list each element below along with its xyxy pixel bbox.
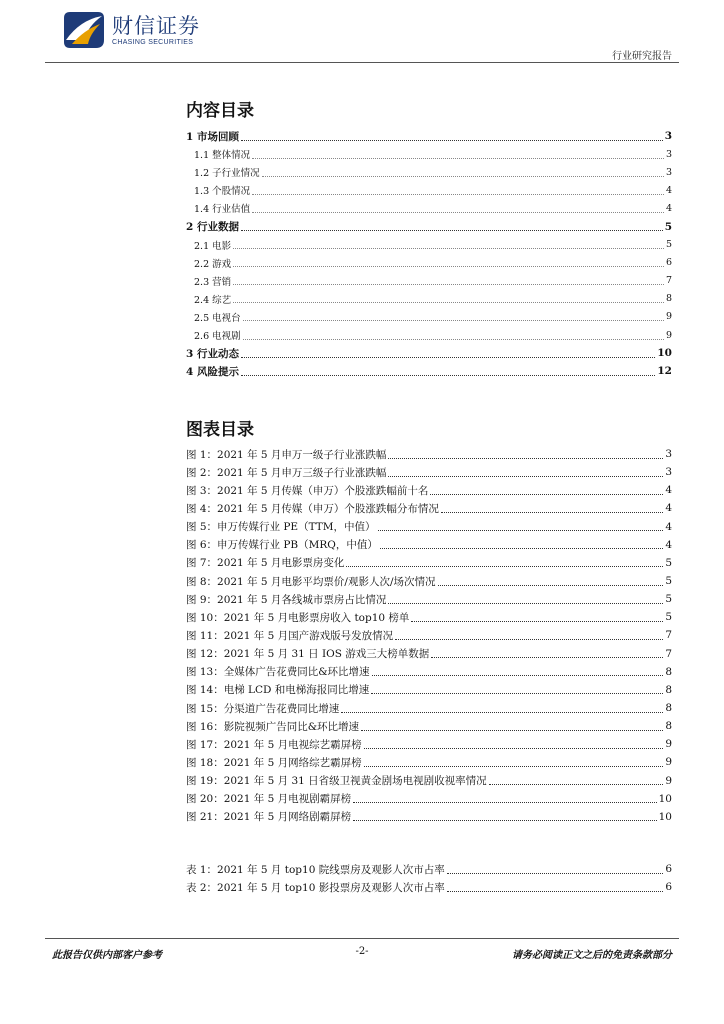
figure-entry-title: 图 3：2021 年 5 月传媒（申万）个股涨跌幅前十名 xyxy=(186,484,429,497)
toc-entry-page: 10 xyxy=(657,347,672,360)
figure-entry-page: 8 xyxy=(665,702,672,715)
toc-entry-title: 2.1 电影 xyxy=(194,240,232,252)
figure-entry-page: 4 xyxy=(665,520,672,533)
toc-entry-page: 4 xyxy=(665,202,672,214)
figure-entry[interactable] xyxy=(186,808,672,826)
header-divider xyxy=(45,62,679,63)
toc-list xyxy=(186,127,672,380)
figure-entry[interactable] xyxy=(186,481,672,499)
company-logo-icon xyxy=(60,10,106,50)
toc-entry[interactable] xyxy=(186,362,672,380)
figure-entry[interactable] xyxy=(186,536,672,554)
figure-entry[interactable] xyxy=(186,554,672,572)
company-logo xyxy=(60,10,200,50)
dot-leader xyxy=(252,158,664,159)
figure-entry-title: 图 20：2021 年 5 月电视剧霸屏榜 xyxy=(186,793,352,806)
figure-entry-title: 图 9：2021 年 5 月各线城市票房占比情况 xyxy=(186,593,387,606)
toc-entry-title: 4 风险提示 xyxy=(186,365,239,378)
table-entry[interactable] xyxy=(186,860,672,878)
toc-entry[interactable] xyxy=(186,236,672,254)
dot-leader xyxy=(243,339,664,340)
figure-entry[interactable] xyxy=(186,753,672,771)
toc-entry[interactable] xyxy=(186,145,672,163)
dot-leader xyxy=(395,639,663,640)
toc-entry[interactable] xyxy=(186,272,672,290)
figure-entry-title: 图 4：2021 年 5 月传媒（申万）个股涨跌幅分布情况 xyxy=(186,502,439,515)
dot-leader xyxy=(364,766,664,767)
table-entry-title: 表 2：2021 年 5 月 top10 影投票房及观影人次市占率 xyxy=(186,881,445,894)
dot-leader xyxy=(430,494,663,495)
toc-entry[interactable] xyxy=(186,217,672,235)
figure-entry-page: 3 xyxy=(665,448,672,461)
figure-entry-page: 8 xyxy=(665,665,672,678)
dot-leader xyxy=(447,873,664,874)
figure-entry-title: 图 21：2021 年 5 月网络剧霸屏榜 xyxy=(186,811,352,824)
toc-entry-title: 3 行业动态 xyxy=(186,347,239,360)
figure-entry-title: 图 18：2021 年 5 月网络综艺霸屏榜 xyxy=(186,756,362,769)
toc-entry-page: 5 xyxy=(664,220,672,233)
footer-disclaimer: 此报告仅供内部客户参考 xyxy=(52,950,162,961)
toc-entry[interactable] xyxy=(186,127,672,145)
dot-leader xyxy=(431,657,663,658)
logo-english-name: CHASING SECURITIES xyxy=(112,38,194,46)
page-number: -2- xyxy=(355,946,369,957)
figure-entry-title: 图 19：2021 年 5 月 31 日省级卫视黄金剧场电视剧收视率情况 xyxy=(186,775,487,788)
toc-entry-title: 2 行业数据 xyxy=(186,221,239,234)
toc-entry-page: 9 xyxy=(665,311,672,323)
toc-entry-title: 1.3 个股情况 xyxy=(194,186,251,198)
figure-entry-title: 图 2：2021 年 5 月申万三级子行业涨跌幅 xyxy=(186,466,387,479)
dot-leader xyxy=(371,693,663,694)
table-entry-page: 6 xyxy=(665,881,672,894)
toc-entry-page: 7 xyxy=(665,275,672,287)
dot-leader xyxy=(241,230,663,231)
dot-leader xyxy=(372,675,664,676)
figures-title: 图表目录 xyxy=(186,420,254,440)
logo-chinese-name: 财信证券 xyxy=(112,13,200,38)
figure-entry-title: 图 7：2021 年 5 月电影票房变化 xyxy=(186,557,345,570)
toc-entry-page: 4 xyxy=(665,184,672,196)
figure-entry[interactable] xyxy=(186,608,672,626)
figure-entry-title: 图 14：电梯 LCD 和电梯海报同比增速 xyxy=(186,684,370,697)
dot-leader xyxy=(411,621,663,622)
dot-leader xyxy=(243,320,664,321)
dot-leader xyxy=(341,712,663,713)
figures-list xyxy=(186,445,672,826)
dot-leader xyxy=(438,585,664,586)
toc-entry-title: 1.2 子行业情况 xyxy=(194,168,260,180)
figure-entry-page: 4 xyxy=(665,538,672,551)
dot-leader xyxy=(252,212,664,213)
figure-entry[interactable] xyxy=(186,645,672,663)
dot-leader xyxy=(241,357,655,358)
toc-entry[interactable] xyxy=(186,199,672,217)
figure-entry-title: 图 5：申万传媒行业 PE（TTM，中值） xyxy=(186,521,376,534)
dot-leader xyxy=(241,375,655,376)
dot-leader xyxy=(378,530,664,531)
tables-list xyxy=(186,860,672,896)
toc-entry[interactable] xyxy=(186,326,672,344)
dot-leader xyxy=(388,476,663,477)
table-entry[interactable] xyxy=(186,878,672,896)
figure-entry[interactable] xyxy=(186,735,672,753)
table-entry-title: 表 1：2021 年 5 月 top10 院线票房及观影人次市占率 xyxy=(186,863,445,876)
dot-leader xyxy=(353,820,657,821)
figure-entry[interactable] xyxy=(186,663,672,681)
figure-entry-title: 图 10：2021 年 5 月电影票房收入 top10 榜单 xyxy=(186,611,410,624)
figure-entry-title: 图 6：申万传媒行业 PB（MRQ，中值） xyxy=(186,539,378,552)
figure-entry-page: 7 xyxy=(665,629,672,642)
toc-entry-page: 3 xyxy=(664,130,672,143)
dot-leader xyxy=(388,458,663,459)
dot-leader xyxy=(233,302,664,303)
toc-entry-title: 1.4 行业估值 xyxy=(194,204,251,216)
figure-entry-page: 5 xyxy=(665,575,672,588)
dot-leader xyxy=(441,512,663,513)
figure-entry-page: 4 xyxy=(665,484,672,497)
figure-entry-page: 4 xyxy=(665,502,672,515)
figure-entry[interactable] xyxy=(186,590,672,608)
figure-entry[interactable] xyxy=(186,572,672,590)
toc-entry[interactable] xyxy=(186,163,672,181)
dot-leader xyxy=(364,748,664,749)
toc-entry[interactable] xyxy=(186,181,672,199)
dot-leader xyxy=(241,140,663,141)
dot-leader xyxy=(233,266,664,267)
figure-entry[interactable] xyxy=(186,699,672,717)
figure-entry-page: 9 xyxy=(665,756,672,769)
toc-entry-title: 2.6 电视剧 xyxy=(194,331,241,343)
toc-entry-page: 6 xyxy=(665,257,672,269)
table-entry-page: 6 xyxy=(665,863,672,876)
toc-entry[interactable] xyxy=(186,344,672,362)
figure-entry-title: 图 16：影院视频广告同比&环比增速 xyxy=(186,720,360,733)
figure-entry-page: 5 xyxy=(665,556,672,569)
toc-entry-page: 5 xyxy=(665,239,672,251)
figure-entry[interactable] xyxy=(186,626,672,644)
figure-entry-page: 3 xyxy=(665,466,672,479)
toc-entry-page: 9 xyxy=(665,329,672,341)
dot-leader xyxy=(353,802,657,803)
dot-leader xyxy=(361,730,663,731)
toc-entry-title: 2.4 综艺 xyxy=(194,294,232,306)
figure-entry-page: 8 xyxy=(665,720,672,733)
figure-entry-title: 图 12：2021 年 5 月 31 日 IOS 游戏三大榜单数据 xyxy=(186,648,430,661)
figure-entry[interactable] xyxy=(186,499,672,517)
footer-notice: 请务必阅读正文之后的免责条款部分 xyxy=(512,950,672,961)
report-type: 行业研究报告 xyxy=(612,51,672,62)
figure-entry-page: 10 xyxy=(658,792,672,805)
dot-leader xyxy=(252,194,664,195)
figure-entry-title: 图 13：全媒体广告花费同比&环比增速 xyxy=(186,666,370,679)
footer-divider xyxy=(45,938,679,939)
toc-entry-title: 1.1 整体情况 xyxy=(194,150,251,162)
toc-entry[interactable] xyxy=(186,308,672,326)
dot-leader xyxy=(489,784,664,785)
dot-leader xyxy=(233,284,664,285)
dot-leader xyxy=(346,566,663,567)
figure-entry[interactable] xyxy=(186,681,672,699)
dot-leader xyxy=(262,176,664,177)
figure-entry[interactable] xyxy=(186,790,672,808)
toc-entry-title: 2.3 营销 xyxy=(194,276,232,288)
toc-entry-title: 2.5 电视台 xyxy=(194,312,241,324)
dot-leader xyxy=(388,603,663,604)
toc-entry-page: 8 xyxy=(665,293,672,305)
figure-entry[interactable] xyxy=(186,518,672,536)
figure-entry-page: 7 xyxy=(665,647,672,660)
toc-entry[interactable] xyxy=(186,290,672,308)
dot-leader xyxy=(447,891,664,892)
figure-entry[interactable] xyxy=(186,463,672,481)
figure-entry-title: 图 1：2021 年 5 月申万一级子行业涨跌幅 xyxy=(186,448,387,461)
dot-leader xyxy=(380,548,663,549)
toc-entry-page: 12 xyxy=(657,365,672,378)
toc-entry-title: 1 市场回顾 xyxy=(186,130,239,143)
figure-entry-page: 9 xyxy=(665,774,672,787)
dot-leader xyxy=(233,248,664,249)
figure-entry-page: 5 xyxy=(665,593,672,606)
figure-entry-title: 图 17：2021 年 5 月电视综艺霸屏榜 xyxy=(186,738,362,751)
figure-entry-title: 图 15：分渠道广告花费同比增速 xyxy=(186,702,340,715)
figure-entry-page: 8 xyxy=(665,683,672,696)
figure-entry-page: 10 xyxy=(658,810,672,823)
figure-entry-page: 5 xyxy=(665,611,672,624)
toc-entry-page: 3 xyxy=(665,148,672,160)
figure-entry-page: 9 xyxy=(665,738,672,751)
toc-entry-title: 2.2 游戏 xyxy=(194,258,232,270)
toc-title: 内容目录 xyxy=(186,101,254,121)
figure-entry[interactable] xyxy=(186,717,672,735)
figure-entry-title: 图 11：2021 年 5 月国产游戏版号发放情况 xyxy=(186,629,394,642)
figure-entry[interactable] xyxy=(186,772,672,790)
figure-entry[interactable] xyxy=(186,445,672,463)
toc-entry[interactable] xyxy=(186,254,672,272)
toc-entry-page: 3 xyxy=(665,166,672,178)
figure-entry-title: 图 8：2021 年 5 月电影平均票价/观影人次/场次情况 xyxy=(186,575,436,588)
